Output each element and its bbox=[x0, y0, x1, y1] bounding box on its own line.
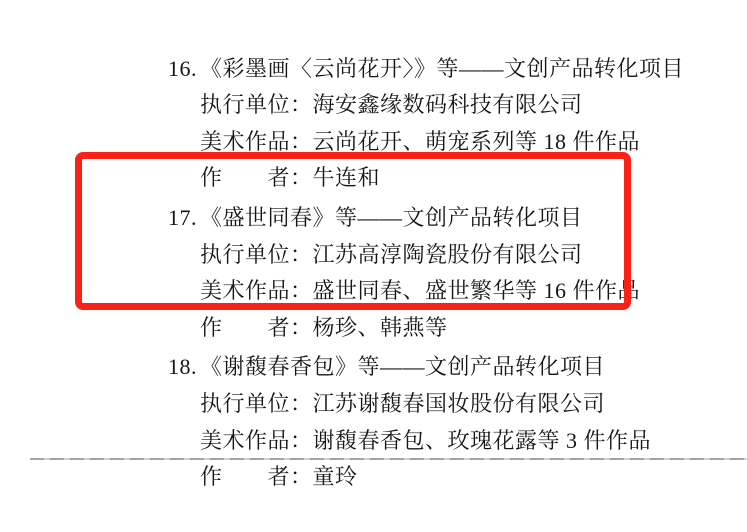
executor-label: 执行单位： bbox=[200, 92, 313, 118]
executor-value: 江苏谢馥春国妆股份有限公司 bbox=[312, 390, 606, 416]
executor-label: 执行单位： bbox=[200, 390, 313, 416]
author-label: 作 者： bbox=[200, 165, 313, 191]
entry-title-line bbox=[0, 14, 747, 81]
entry-16 bbox=[0, 14, 747, 191]
works-label: 美术作品： bbox=[200, 278, 313, 304]
executor-label: 执行单位： bbox=[200, 241, 313, 267]
works-value: 谢馥春香包、玫瑰花露等 3 件作品 bbox=[312, 427, 652, 453]
entry-title: 《谢馥春香包》等——文创产品转化项目 bbox=[200, 354, 606, 380]
executor-value: 江苏高淳陶瓷股份有限公司 bbox=[312, 241, 583, 267]
works-value: 云尚花开、萌宠系列等 18 件作品 bbox=[312, 128, 641, 154]
author-label: 作 者： bbox=[200, 464, 313, 490]
entry-title: 《彩墨画〈云尚花开〉》等——文创产品转化项目 bbox=[200, 55, 685, 81]
entry-number: 16. bbox=[168, 55, 197, 81]
author-value: 童玲 bbox=[312, 464, 358, 490]
author-value: 杨珍、韩燕等 bbox=[312, 314, 448, 340]
entry-number: 18. bbox=[168, 354, 197, 380]
author-label: 作 者： bbox=[200, 314, 313, 340]
works-label: 美术作品： bbox=[200, 427, 313, 453]
works-label: 美术作品： bbox=[200, 128, 313, 154]
page-edge-line bbox=[30, 458, 747, 460]
author-value: 牛连和 bbox=[312, 165, 381, 191]
executor-value: 海安鑫缘数码科技有限公司 bbox=[312, 92, 583, 118]
entry-number: 17. bbox=[168, 204, 197, 230]
entry-title: 《盛世同春》等——文创产品转化项目 bbox=[200, 204, 583, 230]
works-value: 盛世同春、盛世繁华等 16 件作品 bbox=[312, 278, 641, 304]
